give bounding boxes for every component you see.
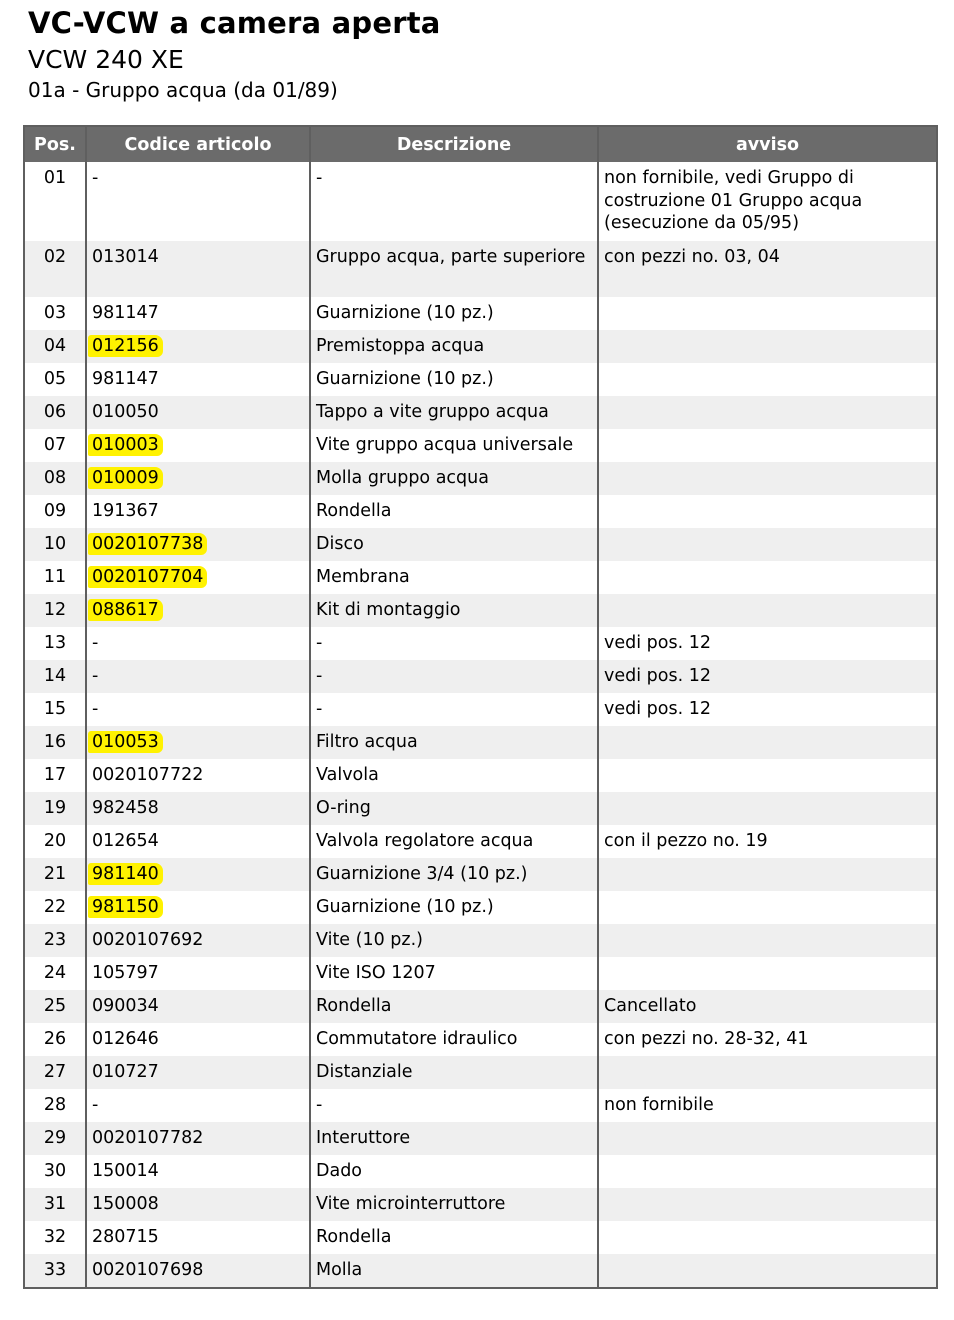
cell-code-text: 012646 [92,1029,159,1049]
cell-code [86,330,310,363]
cell-code [86,429,310,462]
cell-pos [24,660,86,693]
cell-pos [24,429,86,462]
cell-pos-text: 22 [43,897,67,917]
cell-pos [24,1089,86,1122]
cell-pos-text: 33 [43,1260,67,1280]
cell-pos [24,858,86,891]
cell-note-text: non fornibile [604,1095,714,1115]
cell-note [598,924,937,957]
cell-pos [24,561,86,594]
cell-code [86,627,310,660]
cell-description [310,429,598,462]
cell-description [310,330,598,363]
cell-pos-text: 19 [43,798,67,818]
table-row [24,462,937,495]
table-row [24,858,937,891]
cell-code [86,858,310,891]
cell-pos-text: 21 [43,864,67,884]
cell-description [310,396,598,429]
cell-description-text: Filtro acqua [316,732,418,752]
cell-note-text: con pezzi no. 03, 04 [604,247,780,267]
cell-pos-text: 13 [43,633,67,653]
cell-note [598,858,937,891]
cell-code-text: 010050 [92,402,159,422]
cell-code-text: - [92,633,99,653]
cell-code [86,241,310,297]
cell-description [310,825,598,858]
cell-description [310,1089,598,1122]
table-row [24,396,937,429]
cell-description-text: Valvola regolatore acqua [316,831,534,851]
cell-note [598,726,937,759]
table-row [24,1254,937,1288]
cell-pos-text: 08 [43,468,67,488]
cell-code [86,363,310,396]
cell-description-text: Valvola [316,765,379,785]
cell-note [598,330,937,363]
cell-pos-text: 12 [43,600,67,620]
cell-pos [24,495,86,528]
cell-pos [24,891,86,924]
cell-pos [24,363,86,396]
cell-description [310,1023,598,1056]
cell-description [310,495,598,528]
cell-pos-text: 10 [43,534,67,554]
cell-note [598,1254,937,1288]
cell-description [310,297,598,330]
cell-pos-text: 28 [43,1095,67,1115]
cell-code-text: 010727 [92,1062,159,1082]
table-row [24,627,937,660]
cell-description [310,1155,598,1188]
column-header-code: Codice articolo [86,126,310,162]
cell-pos [24,462,86,495]
table-row [24,429,937,462]
table-row [24,1023,937,1056]
cell-pos-text: 23 [43,930,67,950]
cell-code [86,1122,310,1155]
cell-pos-text: 20 [43,831,67,851]
cell-note-text: vedi pos. 12 [604,666,711,686]
cell-description-text: Tappo a vite gruppo acqua [316,402,549,422]
cell-code [86,462,310,495]
cell-pos-text: 26 [43,1029,67,1049]
cell-description [310,561,598,594]
table-row [24,241,937,297]
cell-pos-text: 25 [43,996,67,1016]
cell-description-text: O-ring [316,798,371,818]
cell-description-text: - [316,168,323,188]
cell-pos [24,1122,86,1155]
highlighted-code: 981150 [88,896,163,918]
cell-pos [24,759,86,792]
cell-pos [24,792,86,825]
cell-note-text: non fornibile, vedi Gruppo di costruzione 01 Gruppo acqua (esecuzione da 05/95) [604,168,863,233]
cell-pos [24,1254,86,1288]
cell-code [86,957,310,990]
cell-note [598,462,937,495]
cell-description-text: Rondella [316,996,392,1016]
cell-description-text: Guarnizione (10 pz.) [316,369,494,389]
cell-description [310,759,598,792]
cell-description [310,528,598,561]
cell-code-text: 0020107692 [92,930,204,950]
cell-code [86,396,310,429]
cell-code [86,594,310,627]
table-row [24,891,937,924]
cell-description [310,1122,598,1155]
cell-code-text: - [92,666,99,686]
cell-note [598,792,937,825]
cell-pos [24,957,86,990]
cell-description-text: Guarnizione 3/4 (10 pz.) [316,864,528,884]
table-row [24,363,937,396]
cell-description-text: Dado [316,1161,363,1181]
cell-code [86,528,310,561]
cell-description-text: Vite gruppo acqua universale [316,435,574,455]
cell-description-text: Kit di montaggio [316,600,461,620]
cell-pos [24,1221,86,1254]
cell-note [598,241,937,297]
parts-table [23,125,938,1289]
cell-pos-text: 11 [43,567,67,587]
highlighted-code: 0020107704 [88,566,207,588]
cell-code [86,660,310,693]
cell-code-text: - [92,699,99,719]
cell-note [598,528,937,561]
cell-pos-text: 02 [43,247,67,267]
cell-note [598,693,937,726]
highlighted-code: 012156 [88,335,163,357]
cell-note [598,396,937,429]
cell-pos-text: 29 [43,1128,67,1148]
cell-description-text: Distanziale [316,1062,413,1082]
cell-description [310,627,598,660]
cell-code-text: 981147 [92,369,159,389]
cell-code [86,297,310,330]
cell-note [598,1023,937,1056]
cell-description [310,891,598,924]
cell-description-text: Premistoppa acqua [316,336,485,356]
cell-pos [24,1155,86,1188]
cell-pos [24,297,86,330]
cell-description-text: Molla [316,1260,363,1280]
cell-code [86,792,310,825]
cell-description [310,1254,598,1288]
cell-code-text: - [92,1095,99,1115]
cell-pos-text: 01 [43,168,67,188]
cell-description [310,792,598,825]
cell-note-text: con pezzi no. 28-32, 41 [604,1029,809,1049]
cell-pos-text: 05 [43,369,67,389]
cell-description-text: Membrana [316,567,410,587]
cell-code [86,759,310,792]
cell-description [310,1056,598,1089]
cell-note-text: Cancellato [604,996,697,1016]
cell-code-text: 191367 [92,501,159,521]
cell-code-text: 0020107782 [92,1128,204,1148]
cell-note [598,759,937,792]
cell-pos [24,241,86,297]
table-row [24,495,937,528]
highlighted-code: 981140 [88,863,163,885]
cell-code [86,1023,310,1056]
table-row [24,528,937,561]
cell-description-text: - [316,633,323,653]
cell-note [598,363,937,396]
cell-description [310,1221,598,1254]
cell-description-text: Rondella [316,1227,392,1247]
cell-description-text: Vite ISO 1207 [316,963,436,983]
cell-description [310,957,598,990]
cell-description-text: Disco [316,534,364,554]
cell-description-text: Guarnizione (10 pz.) [316,897,494,917]
cell-code [86,693,310,726]
cell-code-text: 280715 [92,1227,159,1247]
table-row [24,1089,937,1122]
cell-pos-text: 32 [43,1227,67,1247]
table-row [24,1122,937,1155]
table-row [24,561,937,594]
cell-note [598,1089,937,1122]
table-row [24,594,937,627]
cell-description-text: - [316,1095,323,1115]
cell-code [86,162,310,241]
table-row [24,330,937,363]
table-row [24,1221,937,1254]
cell-note [598,891,937,924]
cell-description-text: Rondella [316,501,392,521]
cell-note [598,561,937,594]
cell-description [310,858,598,891]
table-row [24,792,937,825]
table-row [24,957,937,990]
cell-note [598,495,937,528]
cell-pos [24,330,86,363]
cell-code [86,924,310,957]
cell-description-text: Guarnizione (10 pz.) [316,303,494,323]
cell-note [598,990,937,1023]
cell-note [598,297,937,330]
cell-code-text: 090034 [92,996,159,1016]
table-body [24,162,937,1288]
cell-description [310,594,598,627]
cell-pos [24,627,86,660]
cell-note [598,825,937,858]
cell-pos-text: 27 [43,1062,67,1082]
cell-description-text: Vite microinterruttore [316,1194,506,1214]
cell-description [310,693,598,726]
cell-description [310,660,598,693]
cell-description-text: Vite (10 pz.) [316,930,423,950]
cell-code [86,1155,310,1188]
page-title: VC-VCW a camera aperta [28,6,441,40]
table-row [24,1056,937,1089]
highlighted-code: 010009 [88,467,163,489]
cell-code-text: 105797 [92,963,159,983]
cell-code [86,891,310,924]
cell-note [598,660,937,693]
cell-pos-text: 14 [43,666,67,686]
cell-description-text: - [316,666,323,686]
cell-description [310,1188,598,1221]
cell-description-text: Gruppo acqua, parte superiore [316,247,586,267]
cell-pos [24,1188,86,1221]
cell-description-text: - [316,699,323,719]
table-row [24,660,937,693]
cell-code [86,990,310,1023]
cell-code-text: 0020107698 [92,1260,204,1280]
cell-code-text: 981147 [92,303,159,323]
table-row [24,1155,937,1188]
table-header-row [24,126,937,162]
cell-pos [24,162,86,241]
column-header-description: Descrizione [310,126,598,162]
cell-pos-text: 07 [43,435,67,455]
highlighted-code: 010053 [88,731,163,753]
cell-note [598,1221,937,1254]
cell-pos [24,594,86,627]
cell-code [86,1089,310,1122]
cell-description [310,241,598,297]
table-row [24,990,937,1023]
cell-description [310,462,598,495]
cell-pos-text: 04 [43,336,67,356]
cell-description-text: Commutatore idraulico [316,1029,518,1049]
cell-note [598,1122,937,1155]
cell-pos [24,825,86,858]
cell-code-text: 982458 [92,798,159,818]
highlighted-code: 0020107738 [88,533,207,555]
cell-code [86,1221,310,1254]
cell-note [598,957,937,990]
cell-note [598,1056,937,1089]
cell-pos [24,396,86,429]
cell-note-text: vedi pos. 12 [604,699,711,719]
cell-code [86,561,310,594]
cell-pos-text: 24 [43,963,67,983]
cell-pos-text: 30 [43,1161,67,1181]
cell-pos [24,1023,86,1056]
cell-description [310,990,598,1023]
cell-pos [24,528,86,561]
cell-note [598,627,937,660]
table-row [24,759,937,792]
cell-code [86,726,310,759]
column-header-pos: Pos. [24,126,86,162]
cell-code-text: 0020107722 [92,765,204,785]
cell-pos [24,726,86,759]
highlighted-code: 088617 [88,599,163,621]
cell-pos-text: 09 [43,501,67,521]
table-row [24,297,937,330]
cell-description [310,363,598,396]
cell-pos [24,693,86,726]
cell-code-text: 150014 [92,1161,159,1181]
table-row [24,924,937,957]
cell-pos [24,990,86,1023]
cell-pos-text: 15 [43,699,67,719]
section-title: 01a - Gruppo acqua (da 01/89) [28,78,338,102]
cell-note-text: con il pezzo no. 19 [604,831,768,851]
cell-pos [24,924,86,957]
cell-code [86,1188,310,1221]
cell-note [598,162,937,241]
cell-note [598,429,937,462]
table-row [24,1188,937,1221]
cell-code-text: 013014 [92,247,159,267]
highlighted-code: 010003 [88,434,163,456]
model-name: VCW 240 XE [28,45,184,74]
cell-description [310,924,598,957]
cell-code-text: 012654 [92,831,159,851]
cell-pos-text: 16 [43,732,67,752]
cell-description-text: Interuttore [316,1128,411,1148]
table-row [24,726,937,759]
table-row [24,693,937,726]
table-row [24,162,937,241]
cell-code [86,1254,310,1288]
cell-description [310,162,598,241]
cell-code-text: 150008 [92,1194,159,1214]
cell-code-text: - [92,168,99,188]
cell-note [598,594,937,627]
cell-code [86,825,310,858]
cell-description-text: Molla gruppo acqua [316,468,489,488]
cell-note [598,1155,937,1188]
cell-pos [24,1056,86,1089]
cell-code [86,495,310,528]
cell-pos-text: 03 [43,303,67,323]
column-header-note: avviso [598,126,937,162]
cell-pos-text: 17 [43,765,67,785]
cell-description [310,726,598,759]
cell-pos-text: 31 [43,1194,67,1214]
cell-code [86,1056,310,1089]
table-row [24,825,937,858]
cell-pos-text: 06 [43,402,67,422]
cell-note [598,1188,937,1221]
cell-note-text: vedi pos. 12 [604,633,711,653]
